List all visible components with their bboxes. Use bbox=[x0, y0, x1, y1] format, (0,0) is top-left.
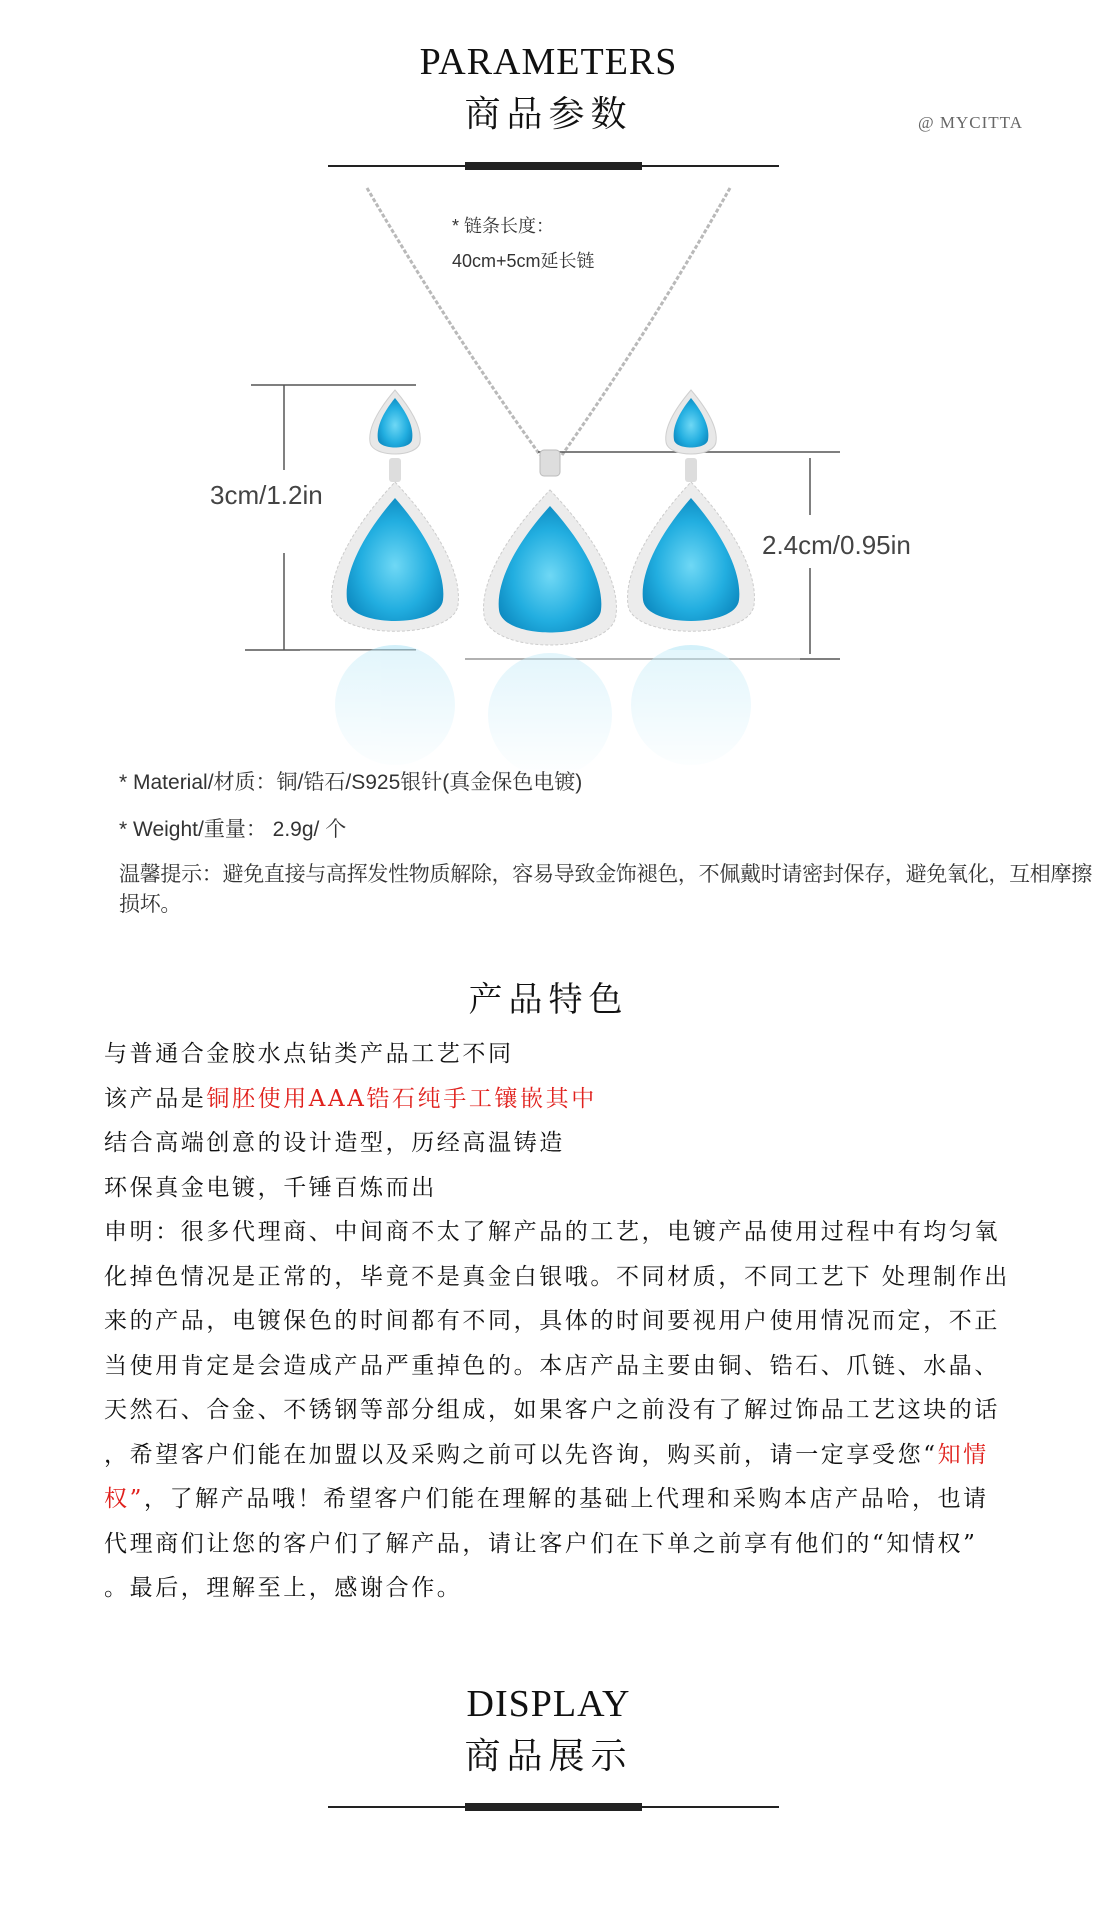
material-spec: * Material/材质：铜/锆石/S925银针(真金保色电镀) bbox=[119, 771, 583, 794]
feature-text: 该产品是 bbox=[104, 1085, 207, 1112]
right-earring bbox=[628, 390, 755, 631]
highlight-text: 权” bbox=[104, 1486, 144, 1512]
feature-text: 与普通合金胶水点钻类产品工艺不同 bbox=[104, 1041, 514, 1067]
feature-text: 化掉色情况是正常的，毕竟不是真金白银哦。不同材质，不同工艺下 处理制作出 bbox=[104, 1263, 1010, 1290]
care-tip: 温馨提示：避免直接与高挥发性物质解除，容易导致金饰褪色，不佩戴时请密封保存，避免氧化，互相摩擦损坏。 bbox=[119, 863, 1092, 916]
divider-accent bbox=[465, 1803, 642, 1811]
display-title-en: DISPLAY bbox=[466, 1683, 631, 1725]
feature-text: 环保真金电镀，千锤百炼而出 bbox=[104, 1174, 437, 1201]
display-title-cn: 商品展示 bbox=[464, 1736, 633, 1777]
feature-text: 代理商们让您的客户们了解产品，请让客户们在下单之前享有他们的“知情权” bbox=[104, 1530, 978, 1557]
earring-size-label: 3cm/1.2in bbox=[210, 480, 323, 510]
features-title: 产品特色 bbox=[468, 980, 629, 1020]
jewelry-set-image bbox=[0, 0, 1097, 780]
feature-line bbox=[104, 1124, 565, 1157]
feature-line bbox=[104, 1525, 978, 1558]
brand-watermark: @ MYCITTA bbox=[918, 113, 1023, 132]
feature-text: 。最后，理解至上，感谢合作。 bbox=[104, 1575, 463, 1601]
feature-text: 结合高端创意的设计造型，历经高温铸造 bbox=[104, 1130, 565, 1156]
feature-line bbox=[104, 1080, 597, 1113]
feature-text: 来的产品，电镀保色的时间都有不同，具体的时间要视用户使用情况而定，不正 bbox=[104, 1308, 1000, 1334]
parameters-title-en: PARAMETERS bbox=[419, 41, 678, 83]
left-earring bbox=[332, 390, 459, 631]
feature-text: ，希望客户们能在加盟以及采购之前可以先咨询，购买前，请一定享受您“ bbox=[104, 1441, 938, 1468]
feature-line bbox=[104, 1258, 1010, 1291]
chain-length-value: 40cm+5cm延长链 bbox=[452, 251, 595, 271]
feature-line bbox=[104, 1169, 437, 1202]
weight-spec: * Weight/重量： 2.9g/ 个 bbox=[119, 818, 347, 841]
feature-text: ，了解产品哦！希望客户们能在理解的基础上代理和采购本店产品哈，也请 bbox=[143, 1486, 989, 1512]
feature-line bbox=[104, 1569, 462, 1602]
feature-line bbox=[104, 1391, 1000, 1424]
pendant bbox=[484, 450, 617, 645]
feature-text: 当使用肯定是会造成产品严重掉色的。本店产品主要由铜、锆石、爪链、水晶、 bbox=[104, 1352, 1000, 1379]
feature-text: 申明：很多代理商、中间商不太了解产品的工艺，电镀产品使用过程中有均匀氧 bbox=[104, 1219, 1000, 1245]
feature-line bbox=[104, 1436, 989, 1469]
pendant-size-label: 2.4cm/0.95in bbox=[762, 530, 911, 560]
feature-text: 天然石、合金、不锈钢等部分组成，如果客户之前没有了解过饰品工艺这块的话 bbox=[104, 1397, 1000, 1423]
feature-line bbox=[104, 1347, 1000, 1380]
feature-line bbox=[104, 1480, 989, 1513]
parameters-title-cn: 商品参数 bbox=[464, 94, 633, 135]
highlight-text: 知情 bbox=[937, 1441, 989, 1468]
feature-line bbox=[104, 1302, 1000, 1335]
chain-length-label: * 链条长度： bbox=[452, 216, 555, 236]
feature-line bbox=[104, 1035, 514, 1068]
feature-line bbox=[104, 1213, 1000, 1246]
highlight-text: 铜胚使用AAA锆石纯手工镶嵌其中 bbox=[206, 1085, 597, 1112]
